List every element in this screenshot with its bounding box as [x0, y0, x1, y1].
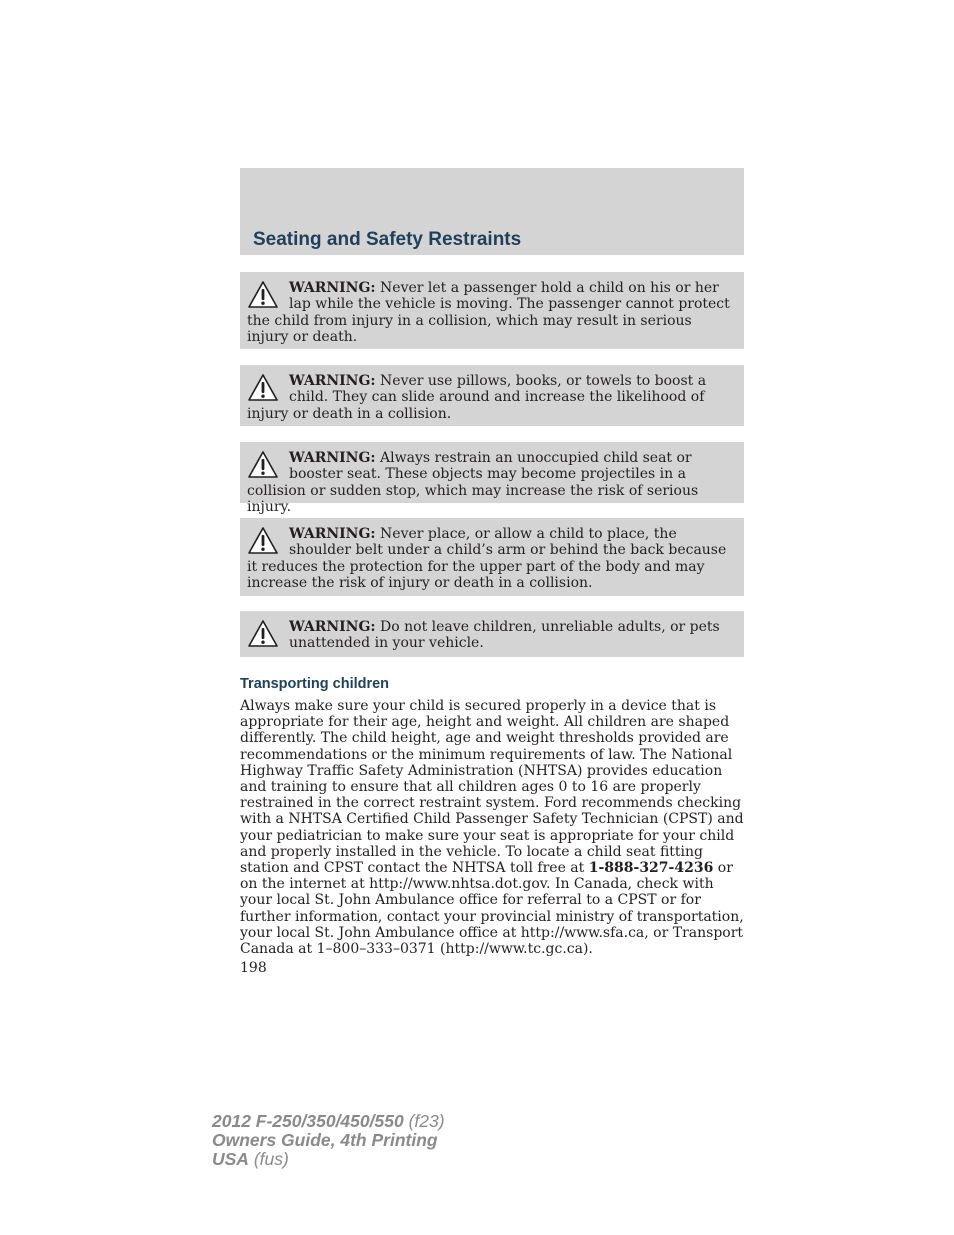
- section-header-band: [240, 168, 744, 255]
- warning-box: [240, 272, 744, 349]
- warning-label: WARNING:: [289, 619, 376, 635]
- warning-label: WARNING:: [289, 526, 376, 542]
- footer-market: USA: [212, 1149, 249, 1169]
- footer-market-code: (fus): [248, 1149, 289, 1169]
- footer: [212, 1112, 445, 1169]
- warning-text: Never let a passenger hold a child on his or her lap while the vehicle is moving. The passenger cannot protect the child from injury in a collision, which may result in serious injury or death.: [247, 280, 730, 345]
- warning-triangle-icon: [247, 526, 279, 556]
- warning-box: [240, 365, 744, 426]
- warning-box: [240, 518, 744, 596]
- footer-model: 2012 F-250/350/450/550: [212, 1111, 404, 1131]
- warning-triangle-icon: [247, 373, 279, 403]
- footer-line: [212, 1131, 445, 1150]
- warning-label: WARNING:: [289, 373, 376, 389]
- warning-text: Always restrain an unoccupied child seat or booster seat. These objects may become projectiles in a collision or sudden stop, which may increase the risk of serious injury.: [247, 450, 699, 515]
- phone-number: 1-888-327-4236: [588, 860, 714, 877]
- subheading-transporting-children: Transporting children: [240, 676, 390, 692]
- warning-box: [240, 442, 744, 515]
- warning-label: WARNING:: [289, 450, 376, 466]
- warning-box: [240, 611, 744, 657]
- footer-line: [212, 1112, 445, 1131]
- warning-text: Never place, or allow a child to place, the shoulder belt under a child’s arm or behind the back because it reduces the protection for the upper part of the body and may increase the risk of injury or death in a collision.: [247, 526, 727, 591]
- warning-triangle-icon: [247, 619, 279, 649]
- body-paragraph: [240, 698, 746, 957]
- footer-edition: Owners Guide, 4th Printing: [212, 1130, 438, 1150]
- warning-text: Never use pillows, books, or towels to boost a child. They can slide around and increase the likelihood of injury or death in a collision.: [247, 373, 707, 422]
- warning-label: WARNING:: [289, 280, 376, 296]
- footer-code: (f23): [403, 1111, 445, 1131]
- warning-text: Do not leave children, unreliable adults, or pets unattended in your vehicle.: [289, 619, 720, 652]
- warning-triangle-icon: [247, 450, 279, 480]
- body-text-part: or on the internet at http://www.nhtsa.dot.gov. In Canada, check with your local St. John Ambulance office for referral to a CPST or for further information, contact your provincial ministry of transportation, your local St. John Ambulance office at http://www.sfa.ca, or Transport Canada at 1–800–333–0371 (http://www.tc.gc.ca).: [240, 860, 744, 958]
- section-title: Seating and Safety Restraints: [253, 229, 522, 250]
- page-number: 198: [240, 960, 267, 976]
- footer-line: [212, 1150, 445, 1169]
- warning-triangle-icon: [247, 280, 279, 310]
- body-text-part: Always make sure your child is secured properly in a device that is appropriate for their age, height and weight. All children are shaped differently. The child height, age and weight thresholds provided are recommendations or the minimum requirements of law. The National Highway Traffic Safety Administration (NHTSA) provides education and training to ensure that all children ages 0 to 16 are properly restrained in the correct restraint system. Ford recommends checking with a NHTSA Certified Child Passenger Safety Technician (CPST) and your pediatrician to make sure your seat is appropriate for your child and properly installed in the vehicle. To locate a child seat fitting station and CPST contact the NHTSA toll free at: [240, 698, 744, 877]
